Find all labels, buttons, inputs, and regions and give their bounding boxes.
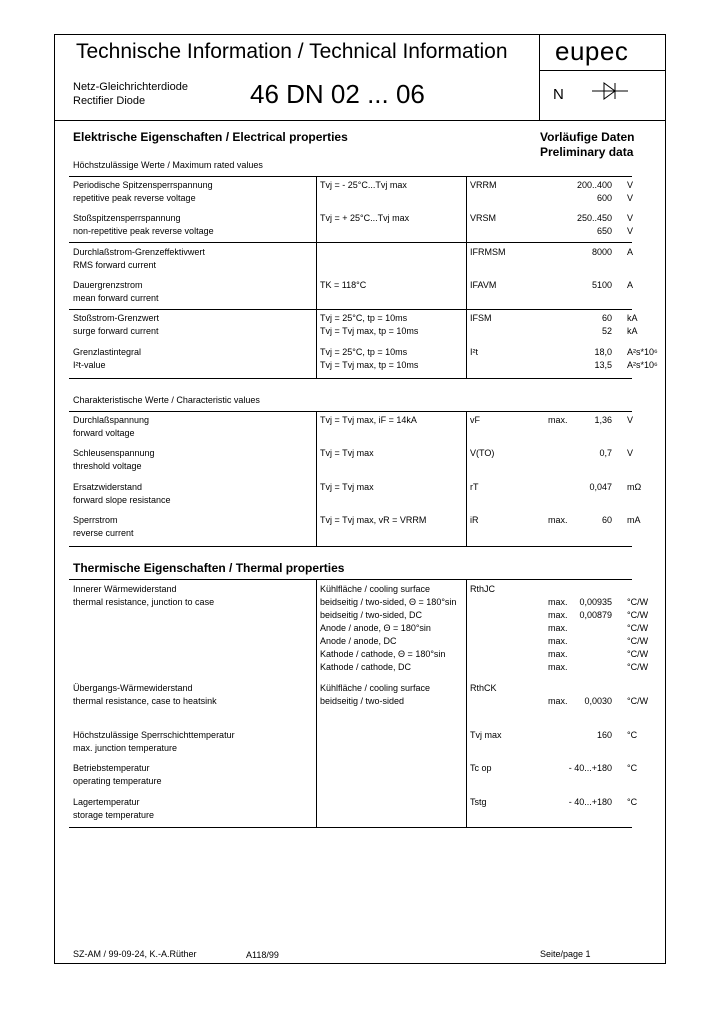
unit: mA [627, 515, 641, 525]
symbol: IFAVM [470, 280, 497, 290]
param-de: Dauergrenzstrom [73, 280, 143, 290]
max-label: max. [548, 649, 568, 659]
condition: Kathode / cathode, DC [320, 662, 412, 672]
param-en: storage temperature [73, 810, 155, 820]
symbol: Tvj max [470, 730, 502, 740]
symbol: I²t [470, 347, 478, 357]
value: 18,0 [594, 347, 612, 357]
param-de: Durchlaßspannung [73, 415, 150, 425]
param-de: Betriebstemperatur [73, 763, 150, 773]
param-en: repetitive peak reverse voltage [73, 193, 196, 203]
electrical-heading: Elektrische Eigenschaften / Electrical properties [73, 130, 348, 144]
package-letter: N [553, 86, 564, 103]
table-col-line [466, 176, 467, 378]
max-label: max. [548, 415, 568, 425]
symbol: RthJC [470, 584, 496, 594]
unit: °C/W [627, 597, 649, 607]
param-en: thermal resistance, junction to case [73, 597, 215, 607]
condition: Tvj = Tvj max, tp = 10ms [320, 360, 419, 370]
condition: Tvj = - 25°C...Tvj max [320, 180, 407, 190]
unit: V [627, 180, 634, 190]
unit: °C [627, 730, 638, 740]
unit: mΩ [627, 482, 642, 492]
symbol: rT [470, 482, 479, 492]
table-rule [69, 378, 632, 379]
max-label: max. [548, 662, 568, 672]
condition: Tvj = 25°C, tp = 10ms [320, 347, 408, 357]
preliminary-label [540, 130, 634, 160]
unit: A²s*10⁶ [627, 347, 658, 357]
device-name-en: Rectifier Diode [73, 95, 146, 107]
condition: beidseitig / two-sided, Θ = 180°sin [320, 597, 457, 607]
condition: Tvj = + 25°C...Tvj max [320, 213, 410, 223]
param-en: max. junction temperature [73, 743, 178, 753]
type-number: 46 DN 02 ... 06 [250, 79, 425, 109]
unit: V [627, 193, 634, 203]
param-de: Innerer Wärmewiderstand [73, 584, 177, 594]
thermal-heading: Thermische Eigenschaften / Thermal properties [73, 561, 345, 575]
param-de: Ersatzwiderstand [73, 482, 143, 492]
value: 1,36 [594, 415, 612, 425]
table-rule [69, 309, 632, 310]
param-de: Periodische Spitzensperrspannung [73, 180, 213, 190]
table-rule [69, 176, 632, 177]
symbol: RthCK [470, 683, 497, 693]
value: 650 [596, 226, 612, 236]
value: 8000 [591, 247, 612, 257]
param-de: Grenzlastintegral [73, 347, 142, 357]
header-divider [539, 70, 666, 71]
preliminary-de: Vorläufige Daten [540, 130, 635, 144]
condition: Tvj = Tvj max [320, 448, 374, 458]
max-label: max. [548, 597, 568, 607]
condition: TK = 118°C [320, 280, 367, 290]
value: 0,00935 [579, 597, 612, 607]
symbol: Tc op [470, 763, 492, 773]
max-label: max. [548, 623, 568, 633]
page-title: Technische Information / Technical Information [76, 40, 508, 63]
characteristic-heading: Charakteristische Werte / Characteristic values [73, 395, 260, 405]
symbol: VRRM [470, 180, 497, 190]
unit: °C [627, 797, 638, 807]
unit: V [627, 448, 634, 458]
max-label: max. [548, 696, 568, 706]
value: 250..450 [576, 213, 612, 223]
brand-logo: eupec [555, 36, 629, 66]
condition: beidseitig / two-sided [320, 696, 405, 706]
condition: Tvj = Tvj max, vR = VRRM [320, 515, 427, 525]
table-col-line [316, 411, 317, 546]
unit: °C/W [627, 610, 649, 620]
param-en: thermal resistance, case to heatsink [73, 696, 217, 706]
value: 0,0030 [584, 696, 612, 706]
unit: kA [627, 313, 638, 323]
value: - 40...+180 [568, 763, 612, 773]
symbol: iR [470, 515, 479, 525]
condition: Tvj = Tvj max, iF = 14kA [320, 415, 417, 425]
unit: A [627, 247, 634, 257]
table-rule [69, 411, 632, 412]
condition: Tvj = 25°C, tp = 10ms [320, 313, 408, 323]
param-de: Übergangs-Wärmewiderstand [73, 683, 193, 693]
param-de: Stoßspitzensperrspannung [73, 213, 181, 223]
param-en: operating temperature [73, 776, 162, 786]
value: 60 [601, 515, 612, 525]
value: 60 [601, 313, 612, 323]
unit: V [627, 415, 634, 425]
value: 0,047 [589, 482, 612, 492]
table-col-line [466, 411, 467, 546]
condition: Kühlfläche / cooling surface [320, 584, 431, 594]
value: 52 [601, 326, 612, 336]
header-bottom-line [54, 120, 666, 121]
value: 5100 [591, 280, 612, 290]
value: 600 [596, 193, 612, 203]
param-de: Sperrstrom [73, 515, 118, 525]
unit: A²s*10⁶ [627, 360, 658, 370]
table-rule [69, 827, 632, 828]
symbol: Tstg [470, 797, 487, 807]
param-en: I²t-value [73, 360, 106, 370]
footer-code: A118/99 [246, 950, 279, 960]
param-de: Höchstzulässige Sperrschichttemperatur [73, 730, 235, 740]
preliminary-en: Preliminary data [540, 145, 634, 159]
footer-page: Seite/page 1 [540, 949, 591, 959]
condition: Kühlfläche / cooling surface [320, 683, 431, 693]
condition: Anode / anode, Θ = 180°sin [320, 623, 431, 633]
table-col-line [316, 176, 317, 378]
diode-symbol-icon [590, 80, 630, 102]
condition: Anode / anode, DC [320, 636, 397, 646]
param-en: reverse current [73, 528, 134, 538]
table-rule [69, 242, 632, 243]
value: 0,7 [599, 448, 612, 458]
value: 200..400 [576, 180, 612, 190]
unit: °C/W [627, 696, 649, 706]
device-name-de: Netz-Gleichrichterdiode [73, 81, 188, 93]
symbol: VRSM [470, 213, 497, 223]
value: 13,5 [594, 360, 612, 370]
value: 160 [596, 730, 612, 740]
param-en: forward voltage [73, 428, 135, 438]
param-en: RMS forward current [73, 260, 157, 270]
condition: Tvj = Tvj max, tp = 10ms [320, 326, 419, 336]
unit: °C [627, 763, 638, 773]
param-de: Stoßstrom-Grenzwert [73, 313, 160, 323]
symbol: vF [470, 415, 480, 425]
param-en: non-repetitive peak reverse voltage [73, 226, 214, 236]
symbol: IFRMSM [470, 247, 506, 257]
param-en: threshold voltage [73, 461, 142, 471]
condition: Tvj = Tvj max [320, 482, 374, 492]
table-rule [69, 579, 632, 580]
symbol: IFSM [470, 313, 492, 323]
max-label: max. [548, 610, 568, 620]
unit: A [627, 280, 634, 290]
param-de: Durchlaßstrom-Grenzeffektivwert [73, 247, 205, 257]
unit: °C/W [627, 636, 649, 646]
max-label: max. [548, 636, 568, 646]
unit: V [627, 213, 634, 223]
max-rated-heading: Höchstzulässige Werte / Maximum rated values [73, 160, 263, 170]
condition: Kathode / cathode, Θ = 180°sin [320, 649, 446, 659]
table-col-line [316, 579, 317, 827]
param-en: forward slope resistance [73, 495, 171, 505]
table-col-line [466, 579, 467, 827]
value: - 40...+180 [568, 797, 612, 807]
param-de: Schleusenspannung [73, 448, 155, 458]
param-en: surge forward current [73, 326, 159, 336]
max-label: max. [548, 515, 568, 525]
header-divider [539, 34, 540, 120]
symbol: V(TO) [470, 448, 495, 458]
unit: °C/W [627, 649, 649, 659]
table-rule [69, 546, 632, 547]
unit: °C/W [627, 623, 649, 633]
footer-author: SZ-AM / 99-09-24, K.-A.Rüther [73, 949, 197, 959]
unit: kA [627, 326, 638, 336]
unit: °C/W [627, 662, 649, 672]
param-de: Lagertemperatur [73, 797, 140, 807]
param-en: mean forward current [73, 293, 159, 303]
condition: beidseitig / two-sided, DC [320, 610, 423, 620]
value: 0,00879 [579, 610, 612, 620]
unit: V [627, 226, 634, 236]
